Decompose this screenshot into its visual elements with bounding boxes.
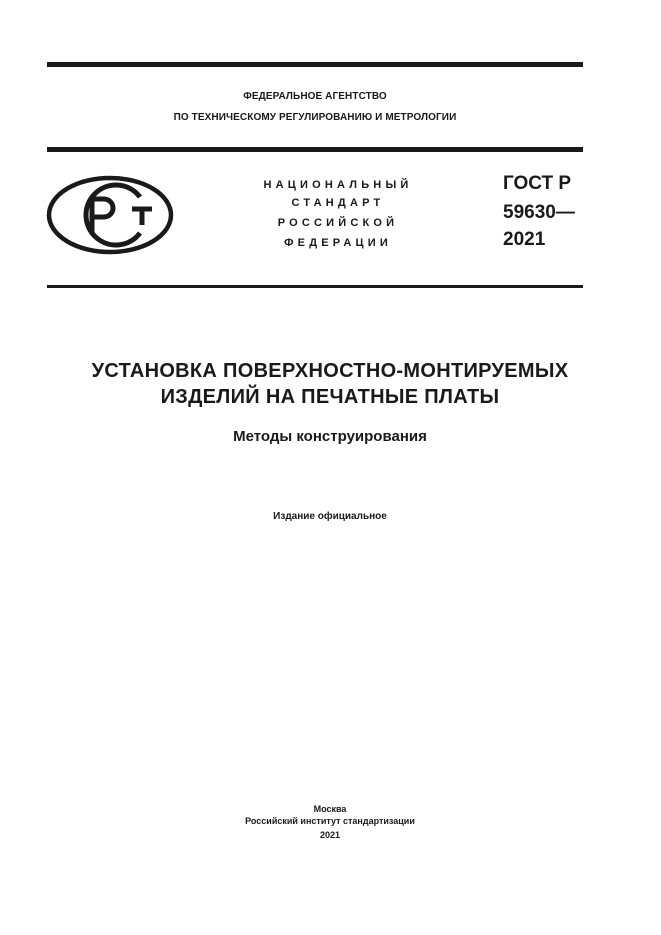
agency-line-2: ПО ТЕХНИЧЕСКОМУ РЕГУЛИРОВАНИЮ И МЕТРОЛОГИИ <box>173 112 457 123</box>
designation-line-3: 2021 <box>503 229 546 250</box>
rst-gost-emblem-icon <box>46 175 174 255</box>
document-title-line-1: УСТАНОВКА ПОВЕРХНОСТНО-МОНТИРУЕМЫХ <box>91 360 569 382</box>
header-rule <box>47 147 583 152</box>
edition-label: Издание официальное <box>273 511 387 522</box>
standard-type-line-3: РОССИЙСКОЙ <box>277 217 399 229</box>
designation-line-2: 59630— <box>503 202 575 223</box>
header-bottom-rule <box>47 285 583 288</box>
publisher-city: Москва <box>313 804 347 814</box>
publisher-year: 2021 <box>319 830 341 840</box>
agency-line-1: ФЕДЕРАЛЬНОЕ АГЕНТСТВО <box>243 91 387 102</box>
document-subtitle: Методы конструирования <box>233 428 427 445</box>
standard-type-line-2: СТАНДАРТ <box>291 197 385 209</box>
publisher-institute: Российский институт стандартизации <box>245 816 415 826</box>
standard-type-line-1: НАЦИОНАЛЬНЫЙ <box>263 179 413 191</box>
top-rule <box>47 62 583 67</box>
designation-line-1: ГОСТ Р <box>503 173 572 194</box>
document-title-line-2: ИЗДЕЛИЙ НА ПЕЧАТНЫЕ ПЛАТЫ <box>160 386 500 408</box>
standard-type-line-4: ФЕДЕРАЦИИ <box>284 237 392 249</box>
